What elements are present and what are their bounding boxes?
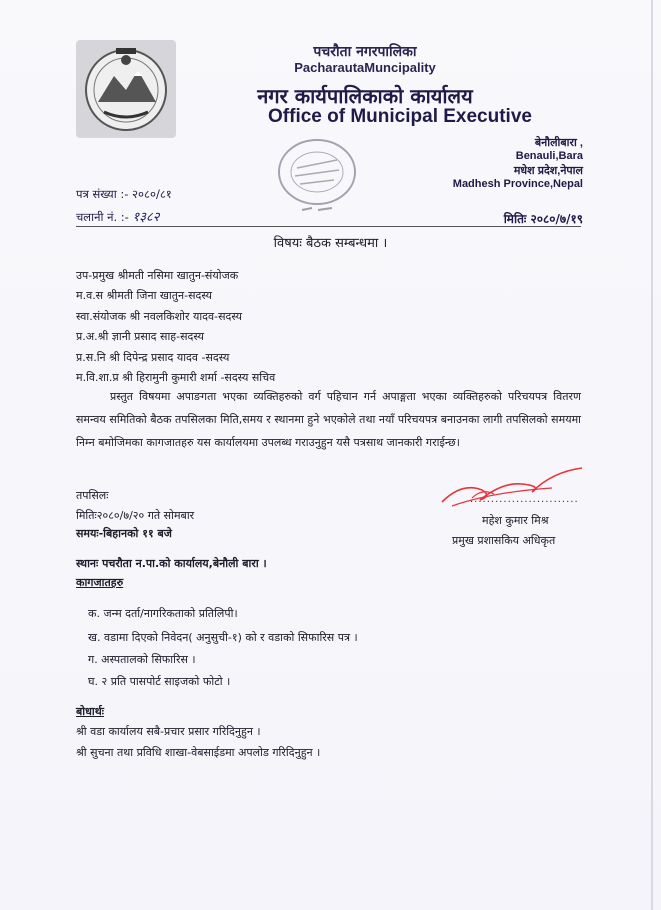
document-item: क. जन्म दर्ता/नागरिकताको प्रतिलिपी। (88, 607, 238, 620)
address-english: Benauli,Bara (515, 150, 583, 162)
nepal-emblem-logo (76, 40, 176, 138)
dispatch-number-label: चलानी नं. :- (76, 210, 129, 224)
meeting-time: समयः-बिहानको ११ बजे (76, 527, 172, 540)
recipient-item: प्र.अ.श्री ज्ञानी प्रसाद साह-सदस्य (76, 330, 205, 343)
signatory-name: महेश कुमार मिश्र (482, 514, 549, 527)
cc-item: श्री वडा कार्यालय सबै-प्रचार प्रसार गरिदिनुहुन । (76, 725, 261, 738)
meeting-place: स्थानः पचरौता न.पा.को कार्यालय,बेनौली बारा । (76, 557, 267, 570)
letter-date-value: २०८०/७/१९ (530, 212, 583, 226)
office-seal-stamp (262, 130, 372, 220)
recipient-item: प्र.स.नि श्री दिपेन्द्र प्रसाद यादव -सदस्य (76, 351, 230, 364)
document-item: घ. २ प्रति पासपोर्ट साइजको फोटो । (88, 675, 231, 688)
cc-heading: बोधार्थः (76, 705, 104, 718)
page-edge (651, 0, 653, 910)
province-nepali: मधेश प्रदेश,नेपाल (513, 165, 583, 177)
letter-number-value: २०८०/८१ (132, 187, 172, 201)
letter-date-label: मितिः (503, 212, 527, 226)
municipality-name-nepali: पचरौता नगरपालिका (313, 44, 417, 60)
signature-line: .......................... (470, 494, 579, 505)
recipient-item: स्वा.संयोजक श्री नवलकिशोर यादव-सदस्य (76, 310, 243, 323)
subject-line: विषयः बैठक सम्बन्धमा । (273, 236, 388, 251)
document-item: ग. अस्पतालको सिफारिस । (88, 653, 196, 666)
letter-date (504, 210, 583, 227)
meeting-date: मितिः२०८०/७/२० गते सोमबार (76, 509, 195, 522)
office-name-english: Office of Municipal Executive (268, 106, 532, 127)
cc-item: श्री सुचना तथा प्रविधि शाखा-वेबसाईडमा अपलोड गरिदिनुहुन । (76, 746, 321, 759)
recipient-item: उप-प्रमुख श्रीमती नसिमा खातुन-संयोजक (76, 269, 239, 282)
signatory-title: प्रमुख प्रशासकिय अधिकृत (452, 534, 556, 547)
address-nepali: बेनौलीबारा , (534, 137, 583, 149)
header-divider (76, 226, 581, 227)
dispatch-number-value: १३८२ (132, 210, 160, 225)
recipient-item: म.व.स श्रीमती जिना खातुन-सदस्य (76, 289, 213, 302)
documents-heading: कागजातहरु (76, 576, 124, 589)
letter-number (76, 187, 172, 202)
letter-number-label: पत्र संख्या :- (76, 187, 129, 201)
office-name-nepali: नगर कार्यपालिकाको कार्यालय (257, 84, 473, 108)
details-heading: तपसिलः (76, 489, 109, 502)
document-item: ख. वडामा दिएको निवेदन( अनुसुची-१) को र वडाको सिफारिस पत्र । (88, 631, 358, 644)
body-paragraph: प्रस्तुत विषयमा अपाङगता भएका व्यक्तिहरुको वर्ग पहिचान गर्न अपाङ्गता भएका व्यक्तिहरुको परिचयपत्र वितरण समन्वय समितिको बैठक तपसिलका मिति,समय र स्थानमा हुने भएकोले तथा नयाँ परिचयपत्र बनाउनका लागी तपसिलको समयमा निम्न बमोजिमका कागजातहरु यस कार्यालयमा उपलब्ध गराउनुहुन यसै पत्रसाथ जानकारी गराईन्छ। (76, 390, 581, 449)
municipality-name-english: PacharautaMuncipality (294, 60, 436, 75)
recipient-item: म.वि.शा.प्र श्री हिरामुनी कुमारी शर्मा -सदस्य सचिव (76, 371, 276, 384)
dispatch-number (76, 207, 160, 225)
province-english: Madhesh Province,Nepal (452, 178, 583, 190)
